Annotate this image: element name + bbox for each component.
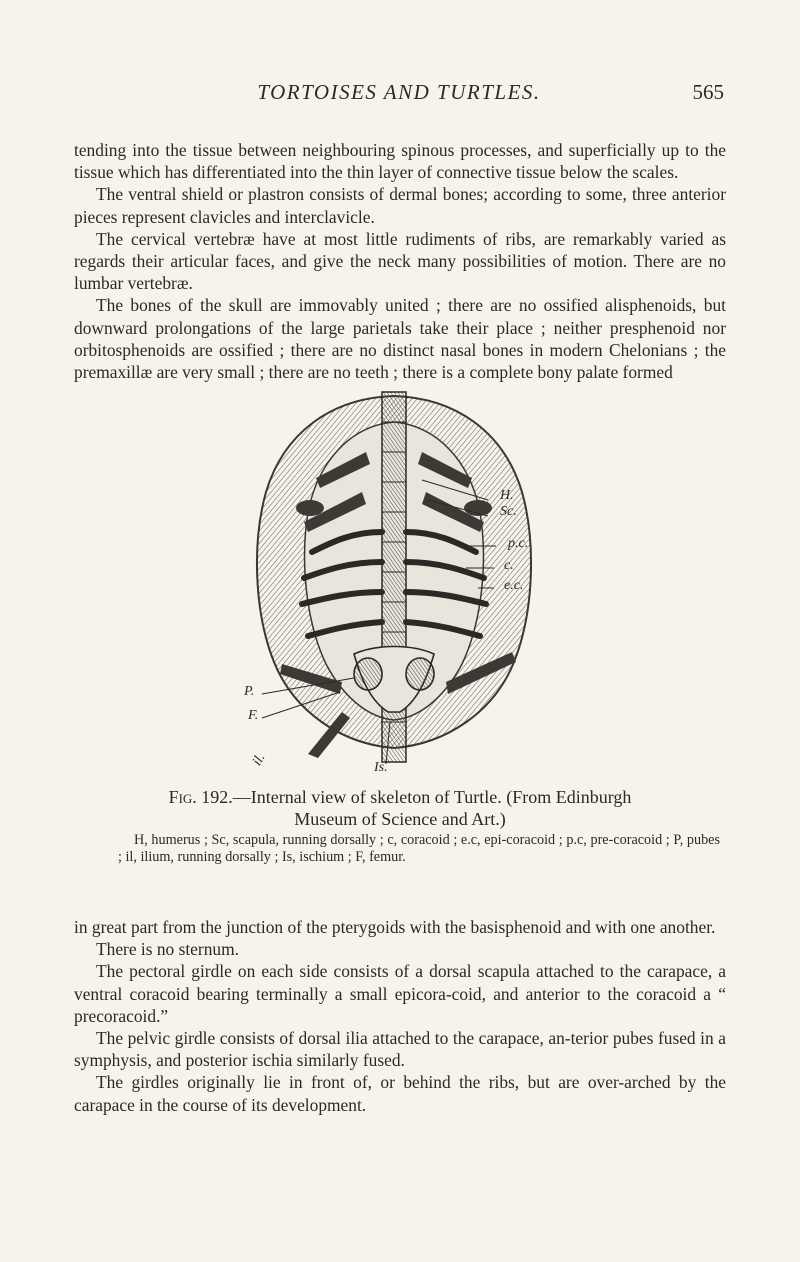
label-epicoracoid: e.c.	[504, 578, 524, 593]
page-number: 565	[692, 80, 724, 104]
paragraph: tending into the tissue between neighbouring spinous processes, and superficially up to the tissue which has differentiated into the thin layer of connective tissue below the scales.	[74, 140, 726, 183]
label-femur: F.	[248, 708, 259, 723]
figure-caption	[140, 786, 660, 830]
label-ilium: il.	[249, 751, 269, 769]
paragraph: The pectoral girdle on each side consists of a dorsal scapula attached to the carapace, a ventral coracoid bearing terminally a small epicora-coid, and anterior to the coracoid a “ precoracoid.”	[74, 961, 726, 1026]
caption-text: —Internal view of skeleton of Turtle. (From Edinburgh Museum of Science and Art.)	[232, 787, 632, 829]
paragraph: The bones of the skull are immovably united ; there are no ossified alisphenoids, but downward prolongations of the large parietals take their place ; neither presphenoid nor orbitosphenoids are ossified ; there are no distinct nasal bones in modern Chelonians ; the premaxillæ are very small ; there are no teeth ; there is a complete bony palate formed	[74, 295, 726, 383]
figure-legend: H, humerus ; Sc, scapula, running dorsally ; c, coracoid ; e.c, epi-coracoid ; p.c, pre-coracoid ; P, pubes ; il, ilium, running dorsally ; Is, ischium ; F, femur.	[118, 832, 720, 865]
body-text-top	[74, 139, 726, 383]
figure-number: Fig. 192.	[168, 787, 233, 807]
paragraph: The pelvic girdle consists of dorsal ilia attached to the carapace, an-terior pubes fused in a symphysis, and posterior ischia similarly fused.	[74, 1028, 726, 1071]
label-pubes: P.	[244, 684, 255, 699]
body-text-bottom	[74, 916, 726, 1116]
paragraph: The girdles originally lie in front of, or behind the ribs, but are over-arched by the carapace in the course of its development.	[74, 1072, 726, 1115]
page-header	[74, 80, 724, 120]
running-title: TORTOISES AND TURTLES.	[257, 80, 541, 104]
label-ischium: Is.	[374, 760, 388, 775]
label-coracoid: c.	[504, 558, 514, 573]
paragraph: The cervical vertebræ have at most little rudiments of ribs, are remarkably varied as regards their articular faces, and give the neck many possibilities of motion. There are no lumbar vertebræ.	[74, 228, 726, 294]
paragraph: There is no sternum.	[96, 939, 239, 960]
label-humerus: H.	[500, 488, 514, 503]
label-precoracoid: p.c.	[508, 536, 529, 551]
label-scapula: Sc.	[500, 504, 517, 519]
paragraph: in great part from the junction of the pterygoids with the basisphenoid and with one another.	[74, 917, 716, 937]
turtle-skeleton-figure	[222, 382, 566, 778]
paragraph: The ventral shield or plastron consists of dermal bones; according to some, three anterior pieces represent clavicles and interclavicle.	[74, 184, 726, 227]
